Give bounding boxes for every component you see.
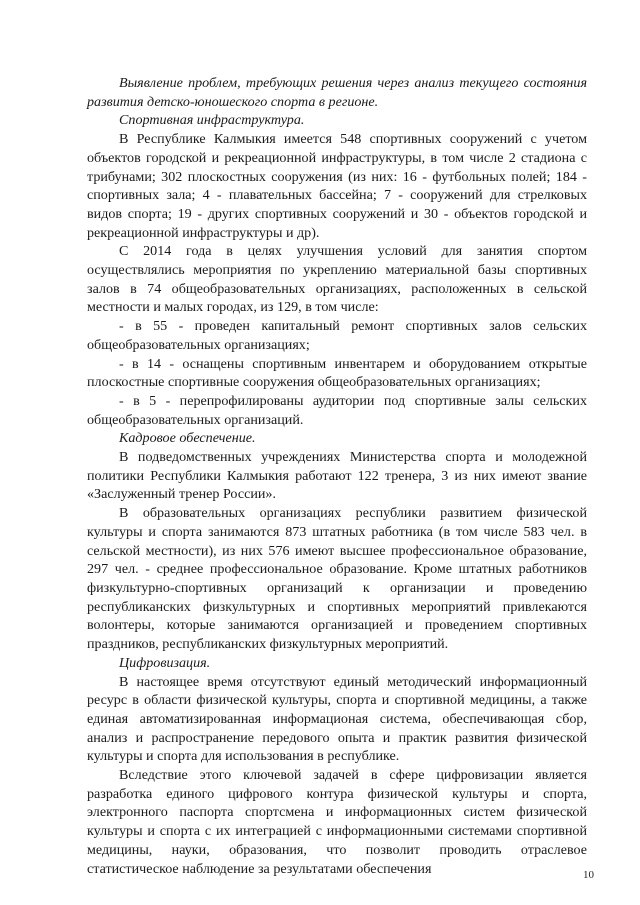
- list-item: - в 5 - перепрофилированы аудитории под спортивные залы сельских общеобразовательных организаций.: [87, 392, 587, 428]
- infrastructure-paragraph: В Республике Калмыкия имеется 548 спортивных сооружений с учетом объектов городской и рекреационной инфраструктуры, в том числе 2 стадиона с трибунами; 302 плоскостных сооружения (из них: 16 - футбольных полей; 184 - спортивных зала; 4 - плавательных бассейна; 7 - сооружений для стрелковых видов спорта; 19 - других спортивных сооружений и 30 - объектов городской и рекреационной инфраструктуры и др).: [87, 131, 587, 241]
- infrastructure-title: Спортивная инфраструктура.: [119, 112, 305, 129]
- infrastructure-paragraph: С 2014 года в целях улучшения условий для занятия спортом осуществлялись мероприятия по укреплению материальной базы спортивных залов в 74 общеобразовательных организациях, расположенных в сельской местности и малых городах, из 129, в том числе:: [87, 243, 587, 316]
- list-item: - в 55 - проведен капитальный ремонт спортивных залов сельских общеобразовательных организациях;: [87, 318, 587, 353]
- document-body: [87, 74, 587, 878]
- staff-paragraph: В подведомственных учреждениях Министерства спорта и молодежной политики Республики Калмыкия работают 122 тренера, 3 из них имеют звание «Заслуженный тренер России».: [87, 449, 587, 503]
- digital-paragraph: Вследствие этого ключевой задачей в сфере цифровизации является разработка единого цифрового контура физической культуры и спорта, электронного паспорта спортсмена и информационных систем физической культуры и спорта с их интеграцией с информационными системами спортивной медицины, науки, образования, что позволит проводить отраслевое статистическое наблюдение за результатами обеспечения: [87, 767, 587, 877]
- section-heading: Выявление проблем, требующих решения через анализ текущего состояния развития детско-юношеского спорта в регионе.: [87, 75, 587, 110]
- digital-title: Цифровизация.: [119, 654, 211, 671]
- list-item: - в 14 - оснащены спортивным инвентарем и оборудованием открытые плоскостные спортивные сооружения общеобразовательных организациях;: [87, 355, 587, 391]
- digital-paragraph: В настоящее время отсутствуют единый методический информационный ресурс в области физической культуры, спорта и спортивной медицины, а также единая автоматизированная информационая система, обеспечивающая сбор, анализ и распространение передового опыта и практик развития физической культуры и спорта для использования в республике.: [87, 673, 587, 765]
- staff-title: Кадровое обеспечение.: [119, 430, 256, 447]
- page-number: 10: [583, 869, 594, 881]
- staff-paragraph: В образовательных организациях республики развитием физической культуры и спорта занимаются 873 штатных работника (в том числе 583 чел. в сельской местности), из них 576 имеют высшее профессиональное образование, 297 чел. - среднее профессиональное образование. Кроме штатных работников физкультурно-спортивных организаций к организации и проведению республиканских физкультурных и спортивных мероприятий привлекаются волонтеры, которые занимаются организацией и проведением спортивных праздников, республиканских физкультурных мероприятий.: [87, 505, 587, 653]
